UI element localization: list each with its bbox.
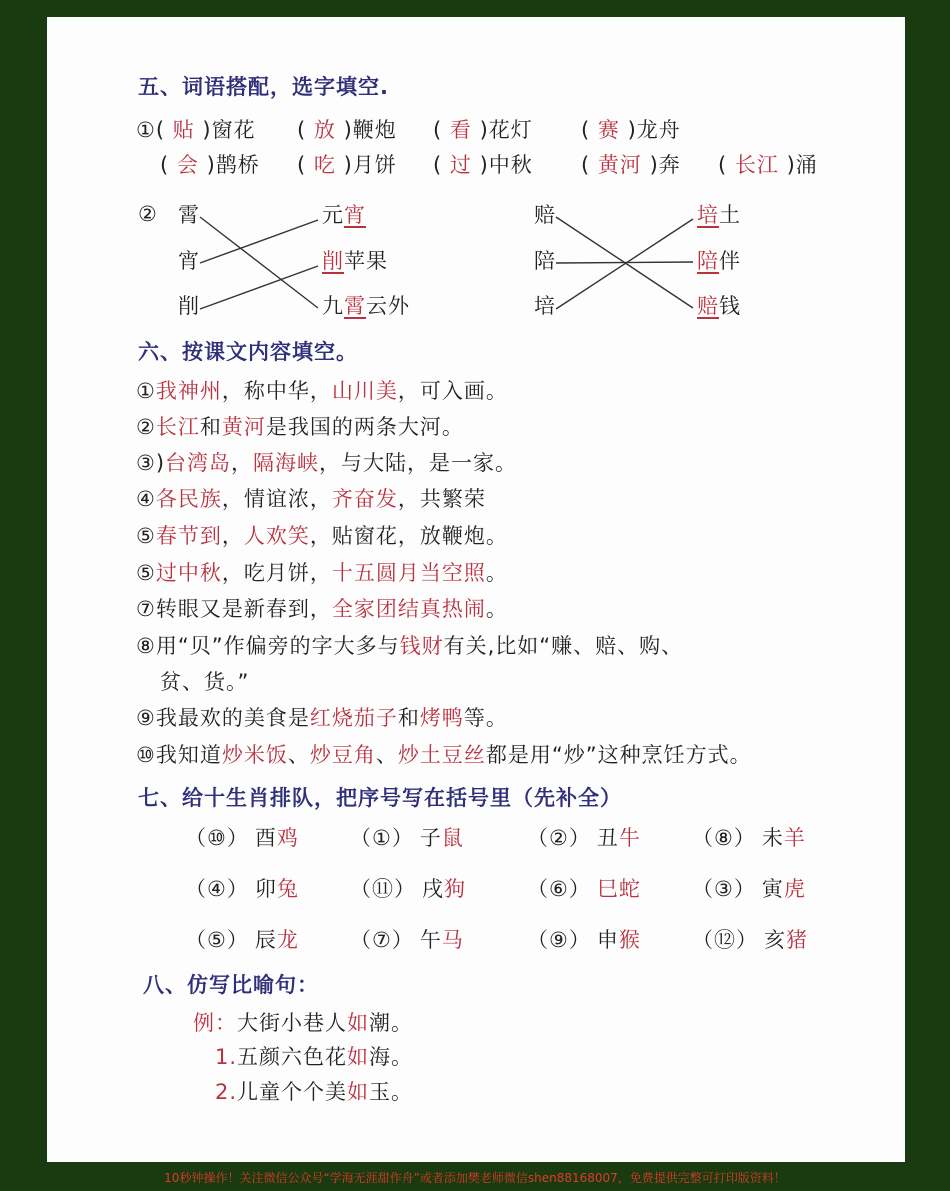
- fill-line: ⑩我知道炒米饭、炒豆角、炒土豆丝都是用“炒”这种烹饪方式。: [136, 743, 752, 767]
- match-line: [200, 220, 318, 263]
- zodiac-cell: （①） 子鼠: [350, 826, 464, 850]
- match-left-char: 培: [534, 294, 556, 318]
- match-right-word: 培土: [697, 203, 741, 227]
- s5-row2-item2: ( 吃 )月饼: [297, 153, 397, 177]
- match-right-word: 元宵: [322, 203, 366, 227]
- zodiac-cell: （⑫） 亥猪: [692, 928, 808, 952]
- zodiac-cell: （③） 寅虎: [692, 877, 806, 901]
- match-line: [200, 266, 318, 309]
- matching-marker: ②: [138, 202, 158, 226]
- match-left-char: 削: [178, 294, 200, 318]
- match-line: [556, 219, 693, 309]
- match-left-char: 陪: [534, 249, 556, 273]
- zodiac-cell: （⑩） 酉鸡: [185, 826, 299, 850]
- match-line: [200, 217, 318, 308]
- fill-line: ④各民族，情谊浓，齐奋发，共繁荣: [136, 487, 486, 511]
- fill-line: ⑨我最欢的美食是红烧茄子和烤鸭等。: [136, 706, 508, 730]
- match-line: [556, 262, 693, 263]
- s5-row2-item4: ( 黄河 )奔: [581, 153, 681, 177]
- s5-row1-item4: ( 赛 )龙舟: [581, 118, 681, 142]
- zodiac-cell: （②） 丑牛: [527, 826, 641, 850]
- match-right-word: 赔钱: [697, 294, 741, 318]
- zodiac-cell: （⑤） 辰龙: [185, 928, 299, 952]
- fill-line: ⑤春节到，人欢笑，贴窗花，放鞭炮。: [136, 524, 508, 548]
- match-right-word: 陪伴: [697, 249, 741, 273]
- section8-heading: 八、仿写比喻句：: [143, 973, 319, 997]
- fill-line: ⑤过中秋，吃月饼，十五圆月当空照。: [136, 561, 508, 585]
- fill-line: 贫、货。”: [160, 670, 250, 694]
- s5-row2-item1: ( 会 )鹊桥: [160, 153, 260, 177]
- zodiac-cell: （⑪） 戌狗: [350, 877, 466, 901]
- s5-row1-item1: ①( 贴 )窗花: [136, 118, 256, 142]
- fill-line: ⑦转眼又是新春到，全家团结真热闹。: [136, 597, 508, 621]
- s5-row2-item5: ( 长江 )涌: [718, 153, 818, 177]
- zodiac-cell: （⑨） 申猴: [527, 928, 641, 952]
- match-right-word: 削苹果: [322, 249, 388, 273]
- match-left-char: 赔: [534, 203, 556, 227]
- match-left-char: 霄: [178, 203, 200, 227]
- simile-answer: 1.五颜六色花如海。: [215, 1045, 414, 1069]
- simile-example: 例：大街小巷人如潮。: [193, 1011, 413, 1035]
- footer-notice: 10秒钟操作！关注微信公众号“学海无涯甜作舟”或者添加樊老师微信shen88168007，免费提供完整可打印版资料！: [164, 1171, 786, 1185]
- section5-heading: 五、词语搭配，选字填空.: [138, 75, 389, 99]
- s5-row1-item2: ( 放 )鞭炮: [297, 118, 397, 142]
- simile-answer: 2.儿童个个美如玉。: [215, 1080, 414, 1104]
- s5-row1-item3: ( 看 )花灯: [433, 118, 533, 142]
- match-left-char: 宵: [178, 249, 200, 273]
- zodiac-cell: （④） 卯兔: [185, 877, 299, 901]
- s5-row2-item3: ( 过 )中秋: [433, 153, 533, 177]
- zodiac-cell: （⑥） 巳蛇: [527, 877, 641, 901]
- match-right-word: 九霄云外: [322, 294, 410, 318]
- fill-line: ①我神州，称中华，山川美，可入画。: [136, 379, 508, 403]
- section7-heading: 七、给十生肖排队，把序号写在括号里（先补全）: [138, 786, 622, 810]
- fill-line: ③)台湾岛，隔海峡，与大陆，是一家。: [136, 451, 518, 475]
- zodiac-cell: （⑦） 午马: [350, 928, 464, 952]
- fill-line: ⑧用“贝”作偏旁的字大多与钱财有关,比如“赚、赔、购、: [136, 634, 684, 658]
- zodiac-cell: （⑧） 未羊: [692, 826, 806, 850]
- fill-line: ②长江和黄河是我国的两条大河。: [136, 415, 464, 439]
- section6-heading: 六、按课文内容填空。: [138, 340, 358, 364]
